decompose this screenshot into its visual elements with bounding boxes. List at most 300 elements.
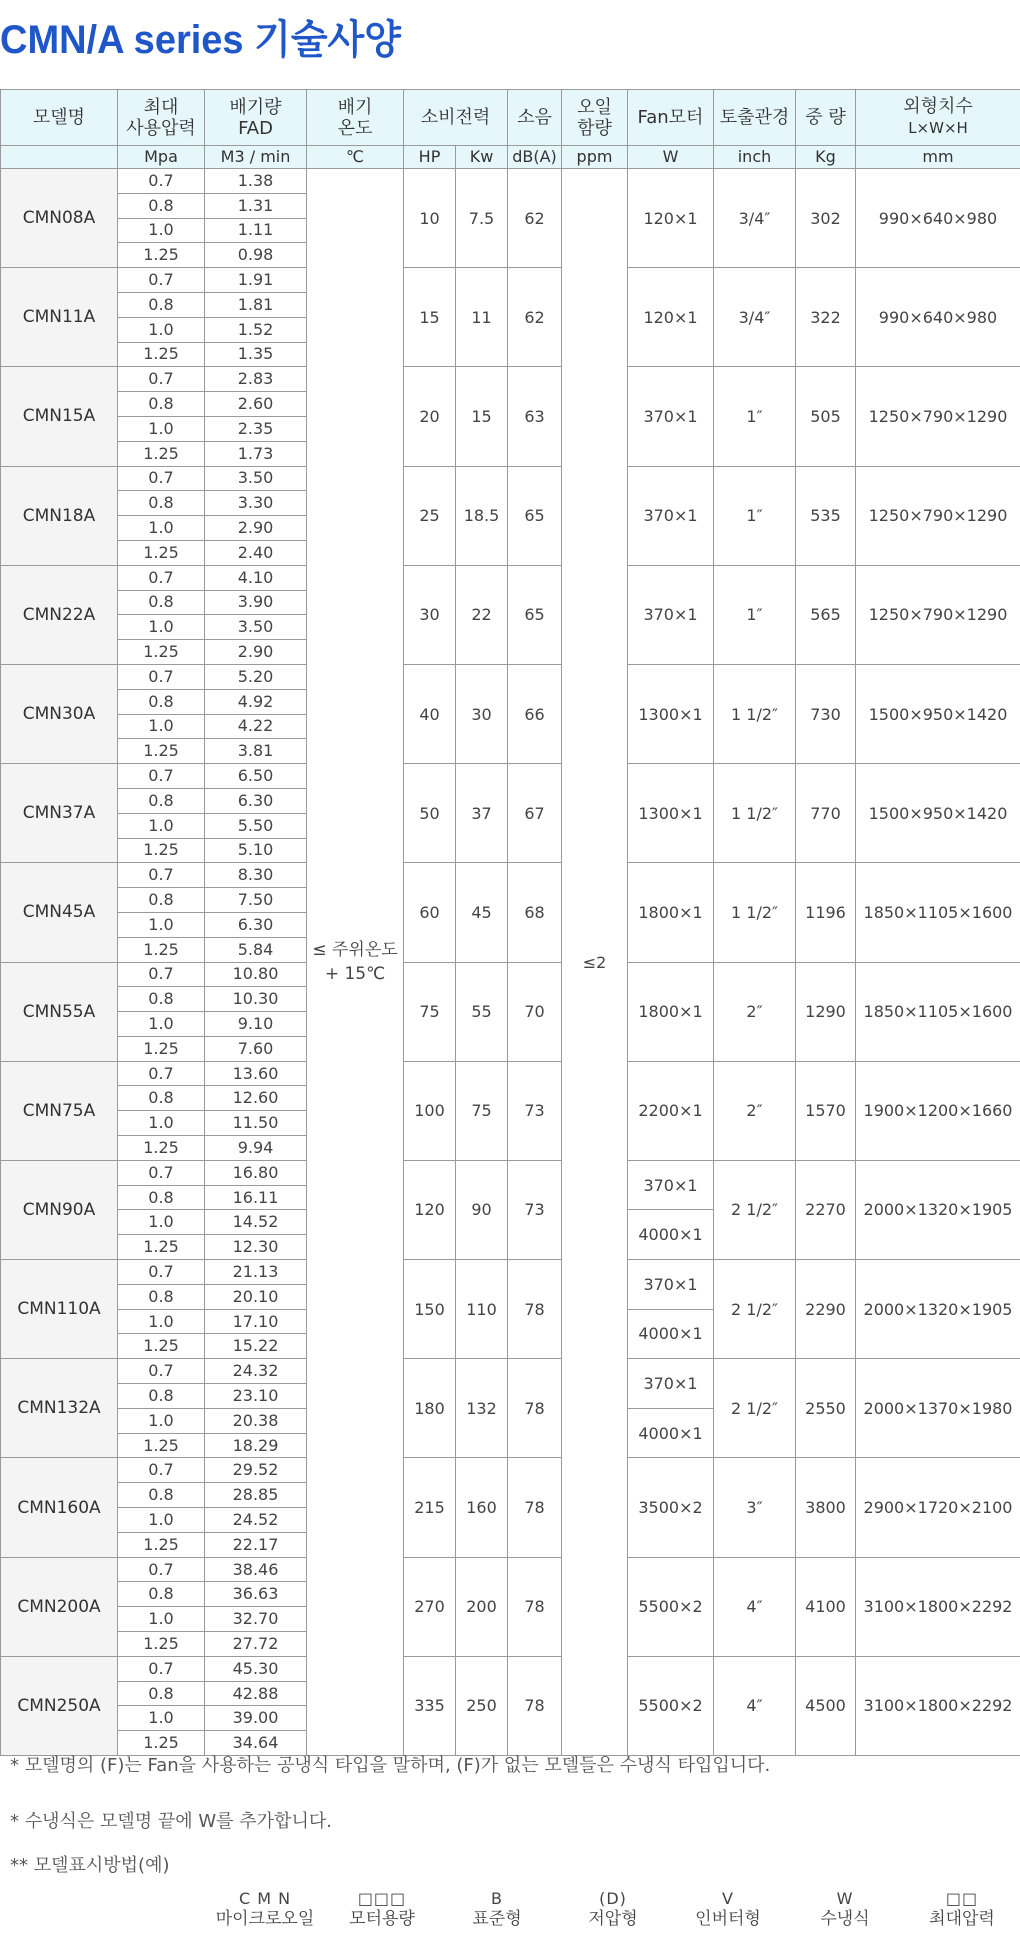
fad-value: 6.30 (205, 912, 307, 937)
noise-value: 62 (508, 169, 562, 268)
legend-label: 마이크로오일 (215, 1909, 315, 1929)
pressure-value: 1.0 (118, 615, 205, 640)
fad-value: 2.83 (205, 367, 307, 392)
fan-value: 2200×1 (628, 1061, 714, 1160)
dims-value: 990×640×980 (856, 169, 1020, 268)
pressure-value: 0.7 (118, 1359, 205, 1384)
fad-value: 2.60 (205, 392, 307, 417)
pressure-value: 1.0 (118, 1607, 205, 1632)
fad-value: 1.52 (205, 317, 307, 342)
outlet-value: 1″ (714, 466, 796, 565)
unit-cell: dB(A) (508, 146, 562, 169)
hp-value: 10 (404, 169, 456, 268)
fad-value: 24.32 (205, 1359, 307, 1384)
pressure-value: 0.8 (118, 491, 205, 516)
model-name: CMN45A (1, 863, 118, 962)
note-model-notation: ** 모델표시방법(예) (10, 1855, 170, 1876)
fad-value: 39.00 (205, 1706, 307, 1731)
pressure-value: 1.0 (118, 714, 205, 739)
unit-cell: Kg (796, 146, 856, 169)
fad-value: 18.29 (205, 1433, 307, 1458)
legend-label: 수냉식 (820, 1909, 870, 1929)
legend-item (902, 1888, 1020, 1930)
kw-value: 132 (456, 1359, 508, 1458)
model-name: CMN15A (1, 367, 118, 466)
fan-value: 4000×1 (628, 1309, 714, 1359)
fad-value: 3.30 (205, 491, 307, 516)
dims-value: 3100×1800×2292 (856, 1557, 1020, 1656)
legend-item (785, 1888, 905, 1930)
pressure-value: 1.25 (118, 937, 205, 962)
pressure-value: 1.25 (118, 441, 205, 466)
hp-value: 100 (404, 1061, 456, 1160)
temp-value-line: ≤ 주위온도 (312, 940, 398, 960)
weight-value: 535 (796, 466, 856, 565)
legend-code: (D) (599, 1889, 627, 1908)
unit-cell: inch (714, 146, 796, 169)
model-name: CMN160A (1, 1458, 118, 1557)
table-row (1, 962, 1020, 987)
outlet-value: 1″ (714, 367, 796, 466)
kw-value: 37 (456, 764, 508, 863)
kw-value: 11 (456, 268, 508, 367)
fad-value: 13.60 (205, 1061, 307, 1086)
table-row (1, 1160, 1020, 1185)
unit-cell: Mpa (118, 146, 205, 169)
model-name: CMN18A (1, 466, 118, 565)
fad-value: 12.60 (205, 1086, 307, 1111)
hp-value: 120 (404, 1160, 456, 1259)
unit-cell: M3 / min (205, 146, 307, 169)
pressure-value: 1.25 (118, 739, 205, 764)
pressure-value: 0.7 (118, 169, 205, 194)
fan-value: 370×1 (628, 1160, 714, 1210)
weight-value: 3800 (796, 1458, 856, 1557)
table-row (1, 1656, 1020, 1681)
fad-value: 3.90 (205, 590, 307, 615)
weight-value: 770 (796, 764, 856, 863)
legend-code: □□□ (357, 1889, 407, 1908)
pressure-value: 1.0 (118, 1508, 205, 1533)
legend-label: 인버터형 (695, 1909, 761, 1929)
pressure-value: 1.25 (118, 243, 205, 268)
oil-value: ≤2 (562, 169, 628, 1756)
pressure-value: 1.25 (118, 1731, 205, 1756)
note-water-cooled: * 수냉식은 모델명 끝에 W를 추가합니다. (10, 1811, 332, 1832)
fad-value: 1.38 (205, 169, 307, 194)
table-row (1, 1557, 1020, 1582)
header-dims: 외형치수 L×W×H (856, 90, 1020, 146)
fad-value: 10.30 (205, 987, 307, 1012)
kw-value: 160 (456, 1458, 508, 1557)
fad-value: 20.38 (205, 1408, 307, 1433)
outlet-value: 2 1/2″ (714, 1260, 796, 1359)
hp-value: 270 (404, 1557, 456, 1656)
header-oil: 오일 함량 (562, 90, 628, 146)
fan-value: 370×1 (628, 1359, 714, 1409)
weight-value: 505 (796, 367, 856, 466)
unit-row (1, 146, 1020, 169)
fad-value: 9.10 (205, 1012, 307, 1037)
model-name: CMN22A (1, 565, 118, 664)
fad-value: 15.22 (205, 1334, 307, 1359)
model-name: CMN11A (1, 268, 118, 367)
fad-value: 22.17 (205, 1532, 307, 1557)
pressure-value: 1.25 (118, 1433, 205, 1458)
table-row (1, 764, 1020, 789)
fad-value: 21.13 (205, 1260, 307, 1285)
weight-value: 4100 (796, 1557, 856, 1656)
table-row (1, 466, 1020, 491)
fad-value: 17.10 (205, 1309, 307, 1334)
outlet-value: 1 1/2″ (714, 764, 796, 863)
kw-value: 18.5 (456, 466, 508, 565)
fad-value: 12.30 (205, 1235, 307, 1260)
fad-value: 38.46 (205, 1557, 307, 1582)
fad-value: 4.10 (205, 565, 307, 590)
pressure-value: 0.7 (118, 764, 205, 789)
pressure-value: 1.0 (118, 218, 205, 243)
fan-value: 370×1 (628, 367, 714, 466)
hp-value: 20 (404, 367, 456, 466)
pressure-value: 0.7 (118, 1061, 205, 1086)
pressure-value: 0.8 (118, 1284, 205, 1309)
pressure-value: 0.7 (118, 565, 205, 590)
kw-value: 250 (456, 1656, 508, 1755)
noise-value: 62 (508, 268, 562, 367)
note-air-cooled: * 모델명의 (F)는 Fan을 사용하는 공냉식 타입을 말하며, (F)가 없는 모델들은 수냉식 타입입니다. (10, 1755, 771, 1776)
header-outlet: 토출관경 (714, 90, 796, 146)
outlet-value: 2″ (714, 962, 796, 1061)
pressure-value: 0.7 (118, 1160, 205, 1185)
weight-value: 2270 (796, 1160, 856, 1259)
hp-value: 75 (404, 962, 456, 1061)
model-name: CMN90A (1, 1160, 118, 1259)
spec-body (1, 169, 1020, 1756)
fan-value: 5500×2 (628, 1656, 714, 1755)
pressure-value: 0.8 (118, 193, 205, 218)
model-notation-legend (0, 1888, 1020, 1938)
header-power: 소비전력 (404, 90, 508, 146)
pressure-value: 0.7 (118, 664, 205, 689)
fad-value: 34.64 (205, 1731, 307, 1756)
outlet-value: 1″ (714, 565, 796, 664)
kw-value: 22 (456, 565, 508, 664)
outlet-value: 1 1/2″ (714, 664, 796, 763)
fad-value: 14.52 (205, 1210, 307, 1235)
table-row (1, 664, 1020, 689)
dims-value: 2000×1320×1905 (856, 1260, 1020, 1359)
page-title: CMN/A series 기술사양 (0, 18, 401, 62)
table-row (1, 863, 1020, 888)
noise-value: 67 (508, 764, 562, 863)
pressure-value: 0.8 (118, 1582, 205, 1607)
fad-value: 2.40 (205, 540, 307, 565)
pressure-value: 1.25 (118, 1036, 205, 1061)
hp-value: 25 (404, 466, 456, 565)
pressure-value: 0.8 (118, 1681, 205, 1706)
pressure-value: 1.25 (118, 838, 205, 863)
pressure-value: 0.7 (118, 962, 205, 987)
pressure-value: 1.0 (118, 516, 205, 541)
weight-value: 2550 (796, 1359, 856, 1458)
pressure-value: 1.25 (118, 1532, 205, 1557)
fad-value: 1.81 (205, 292, 307, 317)
model-name: CMN132A (1, 1359, 118, 1458)
fad-value: 7.60 (205, 1036, 307, 1061)
weight-value: 565 (796, 565, 856, 664)
fad-value: 16.11 (205, 1185, 307, 1210)
dims-value: 990×640×980 (856, 268, 1020, 367)
fad-value: 8.30 (205, 863, 307, 888)
noise-value: 65 (508, 466, 562, 565)
fan-value: 1800×1 (628, 863, 714, 962)
fad-value: 0.98 (205, 243, 307, 268)
noise-value: 78 (508, 1359, 562, 1458)
fad-value: 5.20 (205, 664, 307, 689)
unit-cell: W (628, 146, 714, 169)
dims-value: 1250×790×1290 (856, 565, 1020, 664)
kw-value: 75 (456, 1061, 508, 1160)
kw-value: 30 (456, 664, 508, 763)
hp-value: 150 (404, 1260, 456, 1359)
legend-code: W (836, 1889, 854, 1908)
fad-value: 6.30 (205, 788, 307, 813)
fad-value: 5.50 (205, 813, 307, 838)
fad-value: 28.85 (205, 1483, 307, 1508)
fad-value: 3.50 (205, 615, 307, 640)
outlet-value: 1 1/2″ (714, 863, 796, 962)
fan-value: 5500×2 (628, 1557, 714, 1656)
noise-value: 78 (508, 1260, 562, 1359)
table-row (1, 367, 1020, 392)
temp-value-line: + 15℃ (324, 964, 386, 984)
header-row (1, 90, 1020, 146)
table-row (1, 1260, 1020, 1285)
legend-label: 저압형 (588, 1909, 638, 1929)
pressure-value: 1.0 (118, 1309, 205, 1334)
pressure-value: 0.7 (118, 1656, 205, 1681)
fad-value: 42.88 (205, 1681, 307, 1706)
model-name: CMN55A (1, 962, 118, 1061)
pressure-value: 1.0 (118, 1111, 205, 1136)
fan-value: 1300×1 (628, 664, 714, 763)
outlet-value: 2 1/2″ (714, 1359, 796, 1458)
kw-value: 200 (456, 1557, 508, 1656)
noise-value: 78 (508, 1458, 562, 1557)
fad-value: 2.90 (205, 516, 307, 541)
fad-value: 5.10 (205, 838, 307, 863)
fad-value: 4.92 (205, 689, 307, 714)
kw-value: 45 (456, 863, 508, 962)
noise-value: 73 (508, 1061, 562, 1160)
weight-value: 1290 (796, 962, 856, 1061)
fan-value: 370×1 (628, 466, 714, 565)
dims-value: 1850×1105×1600 (856, 863, 1020, 962)
hp-value: 50 (404, 764, 456, 863)
noise-value: 78 (508, 1557, 562, 1656)
header-model: 모델명 (1, 90, 118, 146)
dims-value: 1250×790×1290 (856, 466, 1020, 565)
legend-code: □□ (945, 1889, 979, 1908)
noise-value: 73 (508, 1160, 562, 1259)
fan-value: 1300×1 (628, 764, 714, 863)
fad-value: 6.50 (205, 764, 307, 789)
weight-value: 4500 (796, 1656, 856, 1755)
fad-value: 1.91 (205, 268, 307, 293)
pressure-value: 0.7 (118, 1557, 205, 1582)
noise-value: 65 (508, 565, 562, 664)
kw-value: 90 (456, 1160, 508, 1259)
outlet-value: 2 1/2″ (714, 1160, 796, 1259)
fan-value: 3500×2 (628, 1458, 714, 1557)
fan-value: 1800×1 (628, 962, 714, 1061)
hp-value: 30 (404, 565, 456, 664)
model-name: CMN37A (1, 764, 118, 863)
dims-value: 2000×1370×1980 (856, 1359, 1020, 1458)
pressure-value: 0.8 (118, 1483, 205, 1508)
legend-item (668, 1888, 788, 1930)
pressure-value: 1.25 (118, 640, 205, 665)
pressure-value: 0.8 (118, 788, 205, 813)
outlet-value: 2″ (714, 1061, 796, 1160)
dims-value: 1500×950×1420 (856, 664, 1020, 763)
outlet-value: 3/4″ (714, 268, 796, 367)
legend-item (205, 1888, 325, 1930)
pressure-value: 1.0 (118, 912, 205, 937)
pressure-value: 0.8 (118, 689, 205, 714)
legend-label: 표준형 (472, 1909, 522, 1929)
fad-value: 3.50 (205, 466, 307, 491)
model-name: CMN30A (1, 664, 118, 763)
pressure-value: 0.7 (118, 863, 205, 888)
table-row (1, 169, 1020, 194)
fan-value: 4000×1 (628, 1408, 714, 1458)
pressure-value: 0.7 (118, 1260, 205, 1285)
legend-item (553, 1888, 673, 1930)
kw-value: 55 (456, 962, 508, 1061)
hp-value: 335 (404, 1656, 456, 1755)
fad-value: 2.90 (205, 640, 307, 665)
fad-value: 1.35 (205, 342, 307, 367)
unit-cell: mm (856, 146, 1020, 169)
unit-cell: ppm (562, 146, 628, 169)
dims-value: 2900×1720×2100 (856, 1458, 1020, 1557)
hp-value: 215 (404, 1458, 456, 1557)
unit-cell: Kw (456, 146, 508, 169)
pressure-value: 1.0 (118, 813, 205, 838)
dims-value: 3100×1800×2292 (856, 1656, 1020, 1755)
legend-label: 모터용량 (349, 1909, 415, 1929)
pressure-value: 0.8 (118, 292, 205, 317)
fad-value: 2.35 (205, 416, 307, 441)
pressure-value: 1.25 (118, 1136, 205, 1161)
outlet-value: 4″ (714, 1557, 796, 1656)
header-fan: Fan모터 (628, 90, 714, 146)
weight-value: 1196 (796, 863, 856, 962)
fad-value: 7.50 (205, 888, 307, 913)
fan-value: 120×1 (628, 268, 714, 367)
table-row (1, 565, 1020, 590)
table-row (1, 1359, 1020, 1384)
fad-value: 4.22 (205, 714, 307, 739)
pressure-value: 0.7 (118, 268, 205, 293)
model-name: CMN75A (1, 1061, 118, 1160)
fad-value: 29.52 (205, 1458, 307, 1483)
dims-value: 1850×1105×1600 (856, 962, 1020, 1061)
table-row (1, 1458, 1020, 1483)
noise-value: 78 (508, 1656, 562, 1755)
kw-value: 7.5 (456, 169, 508, 268)
model-name: CMN110A (1, 1260, 118, 1359)
legend-label: 최대압력 (929, 1909, 995, 1929)
pressure-value: 1.25 (118, 342, 205, 367)
legend-code: B (491, 1889, 503, 1908)
pressure-value: 1.0 (118, 1706, 205, 1731)
fad-value: 23.10 (205, 1384, 307, 1409)
weight-value: 322 (796, 268, 856, 367)
fad-value: 3.81 (205, 739, 307, 764)
legend-code: C M N (238, 1889, 292, 1908)
hp-value: 40 (404, 664, 456, 763)
fad-value: 24.52 (205, 1508, 307, 1533)
dims-value: 1500×950×1420 (856, 764, 1020, 863)
hp-value: 60 (404, 863, 456, 962)
kw-value: 110 (456, 1260, 508, 1359)
table-row (1, 268, 1020, 293)
fan-value: 370×1 (628, 565, 714, 664)
fad-value: 45.30 (205, 1656, 307, 1681)
model-name: CMN250A (1, 1656, 118, 1755)
legend-code: V (722, 1889, 734, 1908)
temp-value (307, 169, 404, 1756)
fad-value: 32.70 (205, 1607, 307, 1632)
weight-value: 2290 (796, 1260, 856, 1359)
pressure-value: 1.25 (118, 1632, 205, 1657)
pressure-value: 1.25 (118, 1334, 205, 1359)
header-weight: 중 량 (796, 90, 856, 146)
fan-value: 4000×1 (628, 1210, 714, 1260)
pressure-value: 1.0 (118, 416, 205, 441)
outlet-value: 4″ (714, 1656, 796, 1755)
fad-value: 5.84 (205, 937, 307, 962)
pressure-value: 0.8 (118, 1384, 205, 1409)
pressure-value: 1.25 (118, 540, 205, 565)
hp-value: 180 (404, 1359, 456, 1458)
fad-value: 1.73 (205, 441, 307, 466)
outlet-value: 3/4″ (714, 169, 796, 268)
fad-value: 36.63 (205, 1582, 307, 1607)
fad-value: 20.10 (205, 1284, 307, 1309)
pressure-value: 0.8 (118, 590, 205, 615)
unit-cell: ℃ (307, 146, 404, 169)
pressure-value: 0.8 (118, 1185, 205, 1210)
pressure-value: 0.7 (118, 466, 205, 491)
noise-value: 70 (508, 962, 562, 1061)
fad-value: 10.80 (205, 962, 307, 987)
fad-value: 16.80 (205, 1160, 307, 1185)
dims-value: 1900×1200×1660 (856, 1061, 1020, 1160)
dims-value: 1250×790×1290 (856, 367, 1020, 466)
header-noise: 소음 (508, 90, 562, 146)
outlet-value: 3″ (714, 1458, 796, 1557)
kw-value: 15 (456, 367, 508, 466)
fad-value: 27.72 (205, 1632, 307, 1657)
pressure-value: 0.8 (118, 1086, 205, 1111)
pressure-value: 0.7 (118, 1458, 205, 1483)
header-temp: 배기 온도 (307, 90, 404, 146)
spec-table (0, 89, 1020, 1756)
